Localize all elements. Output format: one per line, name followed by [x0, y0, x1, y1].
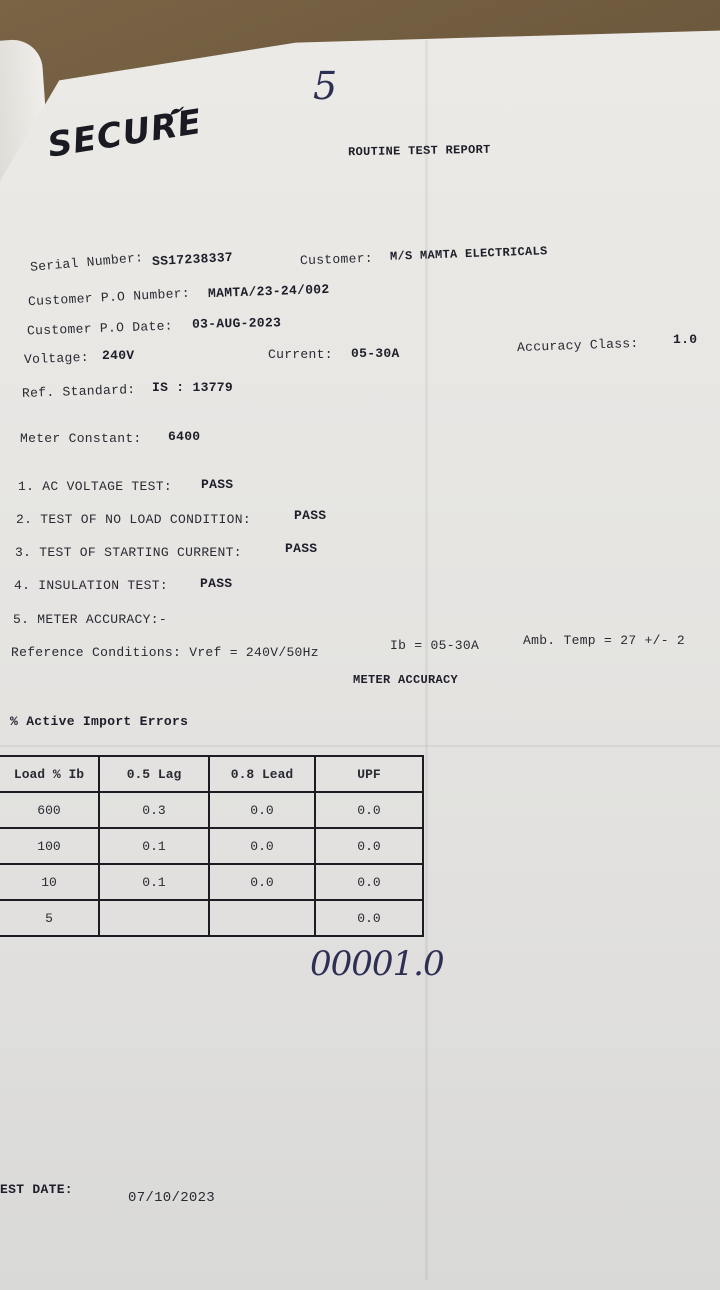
- report-title: ROUTINE TEST REPORT: [347, 142, 491, 160]
- meter-accuracy-heading: METER ACCURACY: [353, 673, 459, 687]
- test-5-label: 5. METER ACCURACY:-: [13, 612, 167, 627]
- table-cell: 0.1: [99, 828, 209, 864]
- table-row: [0, 900, 423, 936]
- test-1-result: PASS: [201, 477, 234, 492]
- test-2-label: 2. TEST OF NO LOAD CONDITION:: [16, 512, 251, 527]
- meter-constant-value: 6400: [168, 429, 201, 444]
- paper-fold-horizontal: [0, 745, 720, 747]
- accuracy-table: [0, 755, 424, 937]
- table-cell: 600: [0, 792, 99, 828]
- po-date-label: Customer P.O Date:: [26, 318, 174, 339]
- errors-heading: % Active Import Errors: [10, 714, 189, 729]
- test-3-result: PASS: [285, 541, 318, 556]
- table-header-cell: Load % Ib: [0, 756, 99, 792]
- current-label: Current:: [268, 347, 333, 362]
- reference-temp: Amb. Temp = 27 +/- 2: [523, 633, 686, 648]
- table-header-cell: 0.8 Lead: [209, 756, 315, 792]
- table-header-cell: UPF: [315, 756, 423, 792]
- paper-fold-vertical: [425, 40, 428, 1280]
- customer-value: M/S MAMTA ELECTRICALS: [389, 244, 548, 264]
- table-row: [0, 828, 423, 864]
- table-cell: 0.0: [315, 792, 423, 828]
- serial-number-value: SS17238337: [151, 249, 234, 270]
- po-date-value: 03-AUG-2023: [191, 315, 282, 332]
- test-2-result: PASS: [294, 508, 327, 523]
- test-3-label: 3. TEST OF STARTING CURRENT:: [15, 545, 242, 560]
- handwritten-reading: 00001.0: [310, 944, 444, 984]
- po-number-label: Customer P.O Number:: [27, 285, 191, 310]
- table-cell: 0.0: [315, 864, 423, 900]
- reference-ib: Ib = 05-30A: [390, 638, 480, 653]
- table-cell: 0.1: [99, 864, 209, 900]
- table-cell: 10: [0, 864, 99, 900]
- ref-standard-value: IS : 13779: [152, 380, 234, 395]
- customer-label: Customer:: [299, 250, 374, 269]
- voltage-value: 240V: [102, 348, 135, 363]
- table-cell: 0.0: [209, 864, 315, 900]
- serial-number-label: Serial Number:: [29, 250, 144, 275]
- meter-constant-label: Meter Constant:: [20, 431, 142, 446]
- voltage-label: Voltage:: [23, 349, 90, 368]
- test-date-label: EST DATE:: [0, 1182, 73, 1197]
- table-row: [0, 864, 423, 900]
- table-cell: 0.3: [99, 792, 209, 828]
- ref-standard-label: Ref. Standard:: [21, 382, 136, 401]
- table-cell: 5: [0, 900, 99, 936]
- table-cell: [99, 900, 209, 936]
- test-4-label: 4. INSULATION TEST:: [14, 578, 168, 593]
- table-cell: 0.0: [209, 792, 315, 828]
- table-row: [0, 792, 423, 828]
- current-value: 05-30A: [351, 346, 400, 361]
- test-report-sheet: [0, 30, 720, 1290]
- accuracy-class-value: 1.0: [673, 332, 698, 347]
- po-number-value: MAMTA/23-24/002: [207, 281, 330, 302]
- accuracy-class-label: Accuracy Class:: [516, 335, 639, 356]
- test-4-result: PASS: [200, 576, 233, 591]
- table-cell: [209, 900, 315, 936]
- table-cell: 100: [0, 828, 99, 864]
- table-cell: 0.0: [315, 828, 423, 864]
- table-cell: 0.0: [315, 900, 423, 936]
- page-number-handwritten: 5: [313, 64, 338, 108]
- company-logo: SECURE: [44, 101, 205, 166]
- table-header-row: [0, 756, 423, 792]
- table-cell: 0.0: [209, 828, 315, 864]
- table-header-cell: 0.5 Lag: [99, 756, 209, 792]
- reference-conditions: Reference Conditions: Vref = 240V/50Hz: [11, 645, 319, 660]
- test-1-label: 1. AC VOLTAGE TEST:: [18, 479, 172, 494]
- test-date-value: 07/10/2023: [128, 1190, 216, 1206]
